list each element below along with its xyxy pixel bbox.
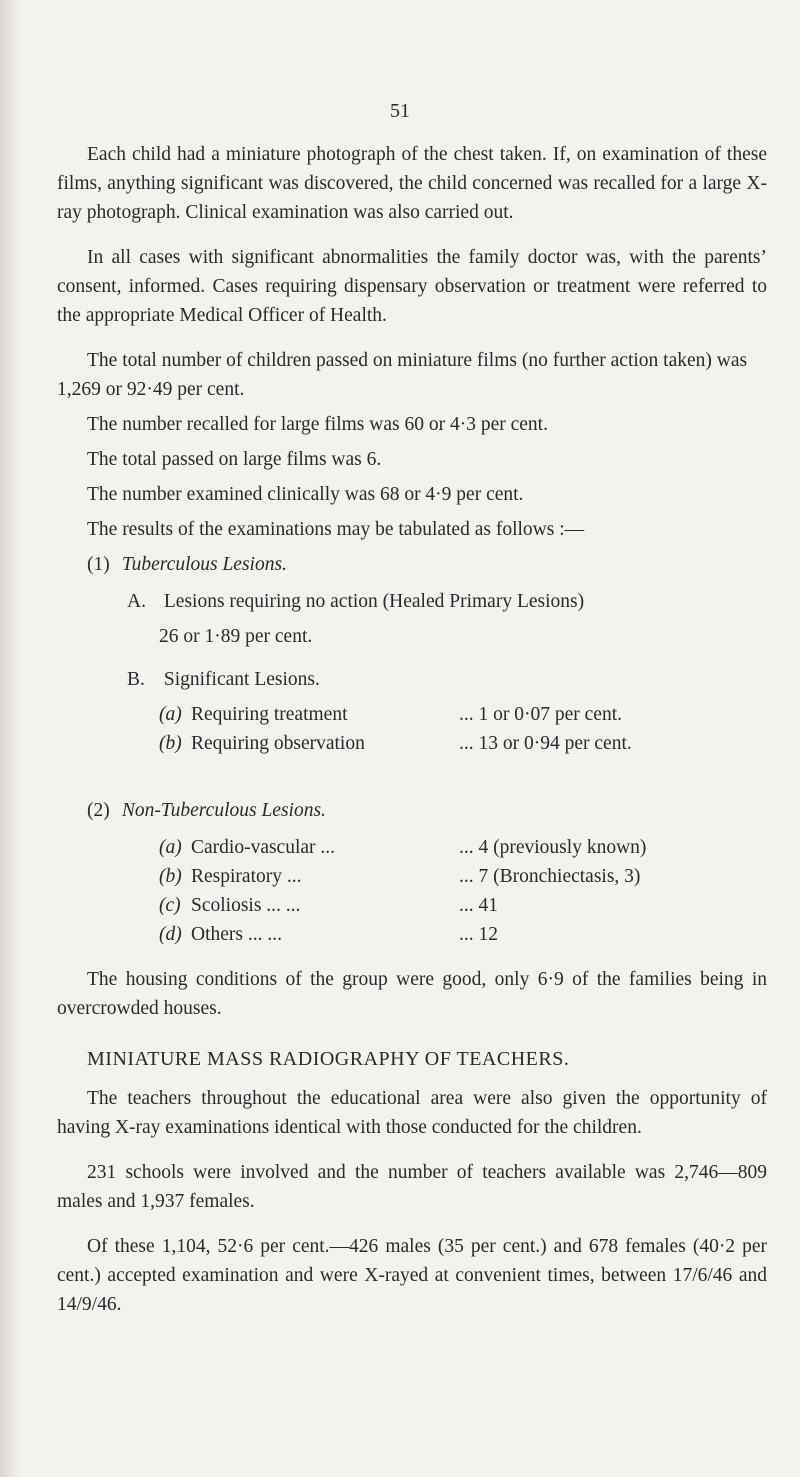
- paragraph-examined-clinically: The number examined clinically was 68 or 4·9 per cent.: [87, 484, 524, 505]
- paragraph-schools-involved: 231 schools were involved and the number of teachers available was 2,746—809 males and 1,937 females.: [57, 1162, 767, 1212]
- paragraph-total-passed-miniature: The total number of children passed on miniature films (no further action taken) was 1,269 or 92·49 per cent.: [57, 350, 748, 400]
- paragraph-teachers-opportunity: The teachers throughout the educational area were also given the opportunity of having X-ray examinations identical with those conducted for the children.: [57, 1088, 767, 1138]
- section-title: Tuberculous Lesions.: [121, 554, 287, 575]
- item-letter: (a): [159, 704, 182, 725]
- paragraph-housing-conditions: The housing conditions of the group were good, only 6·9 of the families being in overcrowded houses.: [57, 969, 767, 1019]
- item-label: Requiring treatment: [191, 704, 348, 725]
- section-heading-teachers: MINIATURE MASS RADIOGRAPHY OF TEACHERS.: [87, 1048, 570, 1070]
- item-value: ... 1 or 0·07 per cent.: [459, 704, 622, 725]
- list-item: [159, 891, 767, 920]
- item-letter: (c): [159, 895, 181, 916]
- list-item: [159, 920, 767, 949]
- list-item: [159, 700, 767, 729]
- item-value: ... 13 or 0·94 per cent.: [459, 733, 632, 754]
- section-number: (2): [87, 800, 110, 821]
- subsection-a-value: 26 or 1·89 per cent.: [159, 626, 313, 647]
- subsection-b: [127, 665, 767, 694]
- item-label: Scoliosis ... ...: [191, 895, 301, 916]
- significant-lesions-list: [57, 700, 767, 758]
- page-number: 51: [390, 100, 410, 122]
- paragraph-results-intro: The results of the examinations may be tabulated as follows :—: [87, 519, 585, 540]
- document-body: [57, 140, 767, 1335]
- paragraph-family-doctor: In all cases with significant abnormalities the family doctor was, with the parents’ consent, informed. Cases requiring dispensary observation or treatment were referred to the appropriate Medical Officer of Health.: [57, 247, 767, 326]
- list-item: [159, 862, 767, 891]
- subsection-text: Lesions requiring no action (Healed Primary Lesions): [163, 591, 585, 612]
- section-number: (1): [87, 554, 110, 575]
- list-item: [159, 729, 767, 758]
- item-label: Requiring observation: [191, 733, 365, 754]
- subsection-a: [127, 587, 767, 616]
- item-label: Respiratory ...: [191, 866, 302, 887]
- item-letter: (b): [159, 733, 182, 754]
- item-letter: (a): [159, 837, 182, 858]
- item-value: ... 12: [459, 924, 498, 945]
- item-letter: (d): [159, 924, 182, 945]
- section-non-tuberculous-heading: [87, 796, 767, 825]
- page-binding-edge: [0, 0, 22, 1477]
- section-tuberculous-heading: [87, 550, 767, 579]
- item-value: ... 41: [459, 895, 498, 916]
- non-tuberculous-list: [57, 833, 767, 949]
- paragraph-number-recalled: The number recalled for large films was 60 or 4·3 per cent.: [87, 414, 548, 435]
- item-value: ... 7 (Bronchiectasis, 3): [459, 866, 641, 887]
- subsection-letter: A.: [127, 591, 146, 612]
- item-label: Others ... ...: [191, 924, 282, 945]
- section-title: Non-Tuberculous Lesions.: [121, 800, 326, 821]
- paragraph-total-passed-large: The total passed on large films was 6.: [87, 449, 382, 470]
- item-letter: (b): [159, 866, 182, 887]
- subsection-letter: B.: [127, 669, 145, 690]
- paragraph-teachers-examined: Of these 1,104, 52·6 per cent.—426 males (35 per cent.) and 678 females (40·2 per cent.) accepted examination and were X-rayed at convenient times, between 17/6/46 and 14/9/46.: [57, 1236, 767, 1315]
- paragraph-miniature-photograph: Each child had a miniature photograph of the chest taken. If, on examination of these films, anything significant was discovered, the child concerned was recalled for a large X-ray photograph. Clinical examination was also carried out.: [57, 144, 767, 223]
- item-label: Cardio-vascular ...: [191, 837, 336, 858]
- subsection-text: Significant Lesions.: [163, 669, 320, 690]
- item-value: ... 4 (previously known): [459, 837, 647, 858]
- list-item: [159, 833, 767, 862]
